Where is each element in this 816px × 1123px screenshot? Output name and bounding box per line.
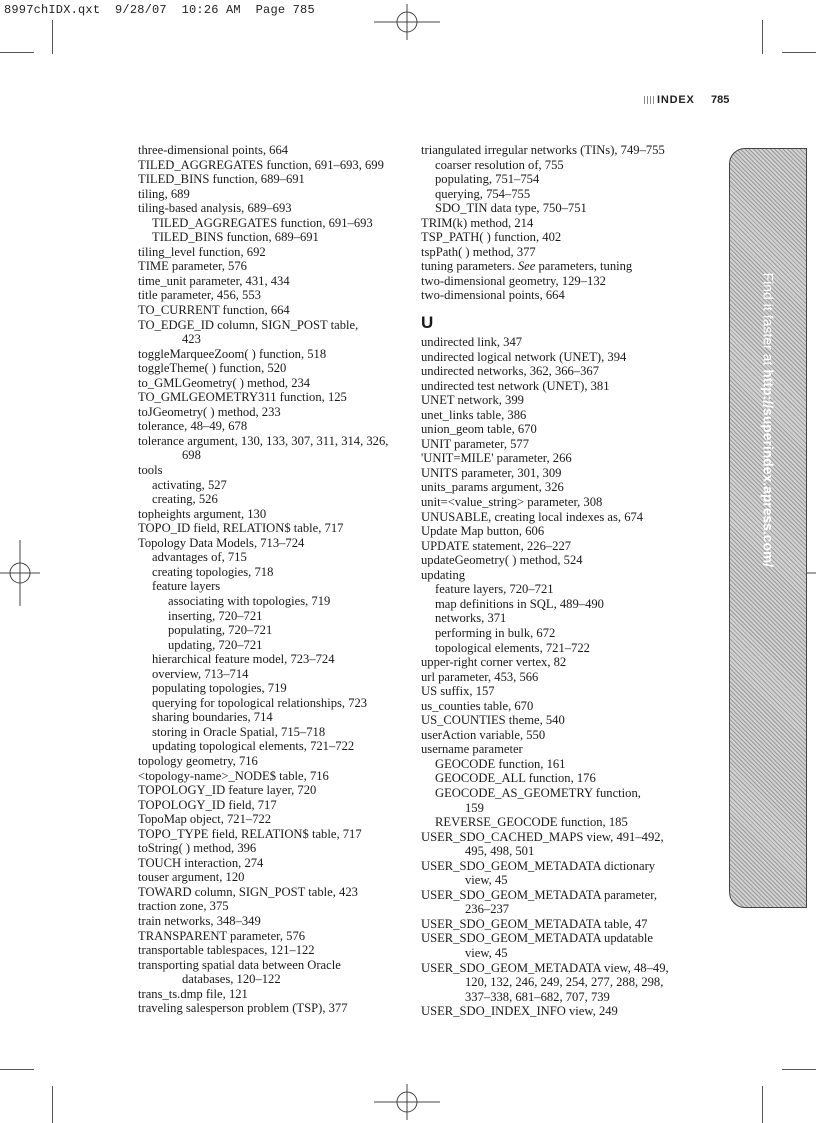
crop-mark-bottom-left-h	[0, 1069, 34, 1070]
index-entry: two-dimensional geometry, 129–132	[421, 273, 606, 288]
index-entry: TOPO_TYPE field, RELATION$ table, 717	[138, 826, 362, 841]
index-subentry: TILED_AGGREGATES function, 691–693	[152, 215, 373, 230]
index-subentry: populating, 751–754	[435, 172, 540, 187]
crop-mark-top-right-h	[782, 52, 816, 53]
index-entry: USER_SDO_GEOM_METADATA view, 48–49,	[421, 960, 669, 975]
index-subentry: feature layers	[152, 579, 221, 594]
index-subentry: sharing boundaries, 714	[152, 710, 273, 725]
registration-mark-bottom	[374, 1082, 440, 1122]
registration-mark-top	[374, 2, 440, 42]
index-entry: tiling, 689	[138, 186, 190, 201]
index-subentry: coarser resolution of, 755	[435, 157, 564, 172]
index-subentry: REVERSE_GEOCODE function, 185	[435, 815, 628, 830]
side-tab-url[interactable]: http://superindex.apress.com/	[760, 369, 776, 568]
index-subentry: populating topologies, 719	[152, 681, 287, 696]
index-entry: topheights argument, 130	[138, 506, 267, 521]
index-entry-continuation: 698	[182, 448, 201, 463]
section-title: INDEX	[657, 94, 695, 106]
index-entry: Topology Data Models, 713–724	[138, 535, 305, 550]
index-entry: traveling salesperson problem (TSP), 377	[138, 1001, 348, 1016]
index-entry-continuation: view, 45	[465, 873, 508, 888]
index-entry: 'UNIT=MILE' parameter, 266	[421, 451, 572, 466]
index-entry: to_GMLGeometry( ) method, 234	[138, 375, 311, 390]
index-entry: TRANSPARENT parameter, 576	[138, 928, 306, 943]
index-subentry: GEOCODE_AS_GEOMETRY function,	[435, 785, 641, 800]
crop-mark-top-left-h	[0, 52, 34, 53]
index-subentry: updating, 720–721	[168, 637, 263, 652]
index-entry: undirected logical network (UNET), 394	[421, 349, 627, 364]
index-subentry: populating, 720–721	[168, 623, 273, 638]
index-entry: tolerance, 48–49, 678	[138, 419, 248, 434]
index-entry: updateGeometry( ) method, 524	[421, 553, 583, 568]
index-entry: two-dimensional points, 664	[421, 288, 565, 303]
index-entry: topology geometry, 716	[138, 753, 258, 768]
index-subentry: querying for topological relationships, 723	[152, 695, 368, 710]
index-entry: tuning parameters. See parameters, tuning	[421, 259, 633, 274]
index-subentry: hierarchical feature model, 723–724	[152, 652, 335, 667]
index-entry: undirected networks, 362, 366–367	[421, 364, 600, 379]
index-entry: unit=<value_string> parameter, 308	[421, 495, 603, 510]
index-entry: TO_CURRENT function, 664	[138, 303, 290, 318]
index-entry: triangulated irregular networks (TINs), 749–755	[421, 143, 665, 157]
index-entry: UPDATE statement, 226–227	[421, 538, 572, 553]
crop-mark-bottom-left-v	[52, 1086, 53, 1123]
index-entry-continuation: 236–237	[465, 902, 510, 917]
index-entry: TSP_PATH( ) function, 402	[421, 230, 562, 245]
section-letter: U	[421, 313, 434, 333]
index-entry: TOPOLOGY_ID feature layer, 720	[138, 783, 317, 798]
index-subentry: querying, 754–755	[435, 186, 531, 201]
index-subentry: topological elements, 721–722	[435, 640, 590, 655]
index-entry: US suffix, 157	[421, 684, 495, 699]
index-entry: train networks, 348–349	[138, 913, 261, 928]
index-entry: USER_SDO_GEOM_METADATA dictionary	[421, 858, 656, 873]
index-column-right	[421, 143, 696, 1019]
index-entry: userAction variable, 550	[421, 727, 546, 742]
crop-mark-top-right-v	[762, 20, 763, 54]
registration-mark-left	[0, 540, 40, 606]
index-entry: trans_ts.dmp file, 121	[138, 986, 248, 1001]
index-subentry: updating topological elements, 721–722	[152, 739, 355, 754]
print-slug: 8997chIDX.qxt 9/28/07 10:26 AM Page 785	[4, 3, 315, 17]
index-entry: undirected test network (UNET), 381	[421, 378, 610, 393]
index-entry: TOPO_ID field, RELATION$ table, 717	[138, 521, 344, 536]
index-subentry: advantages of, 715	[152, 550, 247, 565]
index-entry-continuation: view, 45	[465, 945, 508, 960]
index-entry: USER_SDO_CACHED_MAPS view, 491–492,	[421, 829, 664, 844]
index-entries-u	[421, 335, 696, 1019]
running-header	[644, 94, 695, 106]
index-entry-continuation: 120, 132, 246, 249, 254, 277, 288, 298,	[465, 975, 664, 990]
index-subentry: inserting, 720–721	[168, 608, 263, 623]
index-entry: three-dimensional points, 664	[138, 143, 289, 157]
side-tab-prefix: Find it faster at	[760, 272, 776, 370]
index-entry: transportable tablespaces, 121–122	[138, 943, 315, 958]
index-entry: TOPOLOGY_ID field, 717	[138, 797, 277, 812]
index-subentry: map definitions in SQL, 489–490	[435, 596, 604, 611]
index-entry: units_params argument, 326	[421, 480, 564, 495]
index-subentry: storing in Oracle Spatial, 715–718	[152, 724, 326, 739]
index-subentry: TILED_BINS function, 689–691	[152, 230, 319, 245]
page-number: 785	[711, 94, 730, 106]
crop-mark-bottom-right-h	[782, 1069, 816, 1070]
index-entries-t	[421, 143, 696, 303]
see-reference: See	[517, 259, 536, 274]
side-tab-text[interactable]	[761, 273, 776, 568]
index-entry: upper-right corner vertex, 82	[421, 655, 567, 670]
index-entry: UNUSABLE, creating local indexes as, 674	[421, 509, 644, 524]
index-entry-continuation: 495, 498, 501	[465, 844, 535, 859]
index-entry: TILED_AGGREGATES function, 691–693, 699	[138, 157, 384, 172]
index-entry: TO_EDGE_ID column, SIGN_POST table,	[138, 317, 359, 332]
index-entry: tools	[138, 463, 163, 478]
index-subentry: GEOCODE function, 161	[435, 756, 566, 771]
header-bars-icon	[644, 96, 654, 104]
index-entry: UNITS parameter, 301, 309	[421, 465, 562, 480]
index-entry: toJGeometry( ) method, 233	[138, 404, 281, 419]
index-subentry: SDO_TIN data type, 750–751	[435, 201, 587, 216]
index-entry: TRIM(k) method, 214	[421, 215, 534, 230]
index-entry: tolerance argument, 130, 133, 307, 311, 314, 326,	[138, 433, 389, 448]
index-entry: time_unit parameter, 431, 434	[138, 273, 290, 288]
index-entry: undirected link, 347	[421, 335, 523, 350]
index-subentry: GEOCODE_ALL function, 176	[435, 771, 596, 786]
index-entry: tspPath( ) method, 377	[421, 244, 536, 259]
index-subentry: activating, 527	[152, 477, 227, 492]
index-entry: title parameter, 456, 553	[138, 288, 261, 303]
index-entry: union_geom table, 670	[421, 422, 537, 437]
index-entry: url parameter, 453, 566	[421, 669, 539, 684]
index-entry: TO_GMLGEOMETRY311 function, 125	[138, 390, 347, 405]
index-column-left	[138, 143, 403, 1016]
index-subentry: associating with topologies, 719	[168, 593, 331, 608]
index-entry: USER_SDO_GEOM_METADATA parameter,	[421, 887, 658, 902]
index-entry: Update Map button, 606	[421, 524, 545, 539]
index-entry: tiling-based analysis, 689–693	[138, 201, 292, 216]
index-entry: US_COUNTIES theme, 540	[421, 713, 565, 728]
index-entry: USER_SDO_GEOM_METADATA table, 47	[421, 916, 648, 931]
index-entry: TOUCH interaction, 274	[138, 855, 264, 870]
index-entry: TILED_BINS function, 689–691	[138, 172, 305, 187]
index-entry: USER_SDO_GEOM_METADATA updatable	[421, 931, 654, 946]
index-subentry: feature layers, 720–721	[435, 582, 554, 597]
index-entry: username parameter	[421, 742, 523, 757]
index-entry-continuation: 159	[465, 800, 484, 815]
index-entry-continuation: databases, 120–122	[182, 972, 281, 987]
index-entry-continuation: 337–338, 681–682, 707, 739	[465, 989, 610, 1004]
index-entry: tiling_level function, 692	[138, 244, 266, 259]
index-subentry: networks, 371	[435, 611, 507, 626]
index-entry: unet_links table, 386	[421, 407, 527, 422]
index-entry: touser argument, 120	[138, 870, 245, 885]
index-entry: transporting spatial data between Oracle	[138, 957, 341, 972]
index-entry: USER_SDO_INDEX_INFO view, 249	[421, 1004, 618, 1019]
index-entry: toggleTheme( ) function, 520	[138, 361, 287, 376]
index-entry: UNET network, 399	[421, 393, 524, 408]
index-entry: us_counties table, 670	[421, 698, 534, 713]
index-entry: <topology-name>_NODE$ table, 716	[138, 768, 329, 783]
index-entry: traction zone, 375	[138, 899, 229, 914]
index-entry: TOWARD column, SIGN_POST table, 423	[138, 884, 358, 899]
index-entry: UNIT parameter, 577	[421, 436, 530, 451]
index-entry: TopoMap object, 721–722	[138, 812, 272, 827]
index-entry: updating	[421, 567, 466, 582]
index-entry-continuation: 423	[182, 332, 201, 347]
index-subentry: creating topologies, 718	[152, 564, 274, 579]
index-entry: toggleMarqueeZoom( ) function, 518	[138, 346, 327, 361]
crop-mark-bottom-right-v	[762, 1086, 763, 1123]
index-entry: toString( ) method, 396	[138, 841, 257, 856]
crop-mark-top-left-v	[52, 20, 53, 54]
index-subentry: creating, 526	[152, 492, 218, 507]
index-entry: TIME parameter, 576	[138, 259, 247, 274]
index-subentry: overview, 713–714	[152, 666, 249, 681]
index-subentry: performing in bulk, 672	[435, 625, 556, 640]
